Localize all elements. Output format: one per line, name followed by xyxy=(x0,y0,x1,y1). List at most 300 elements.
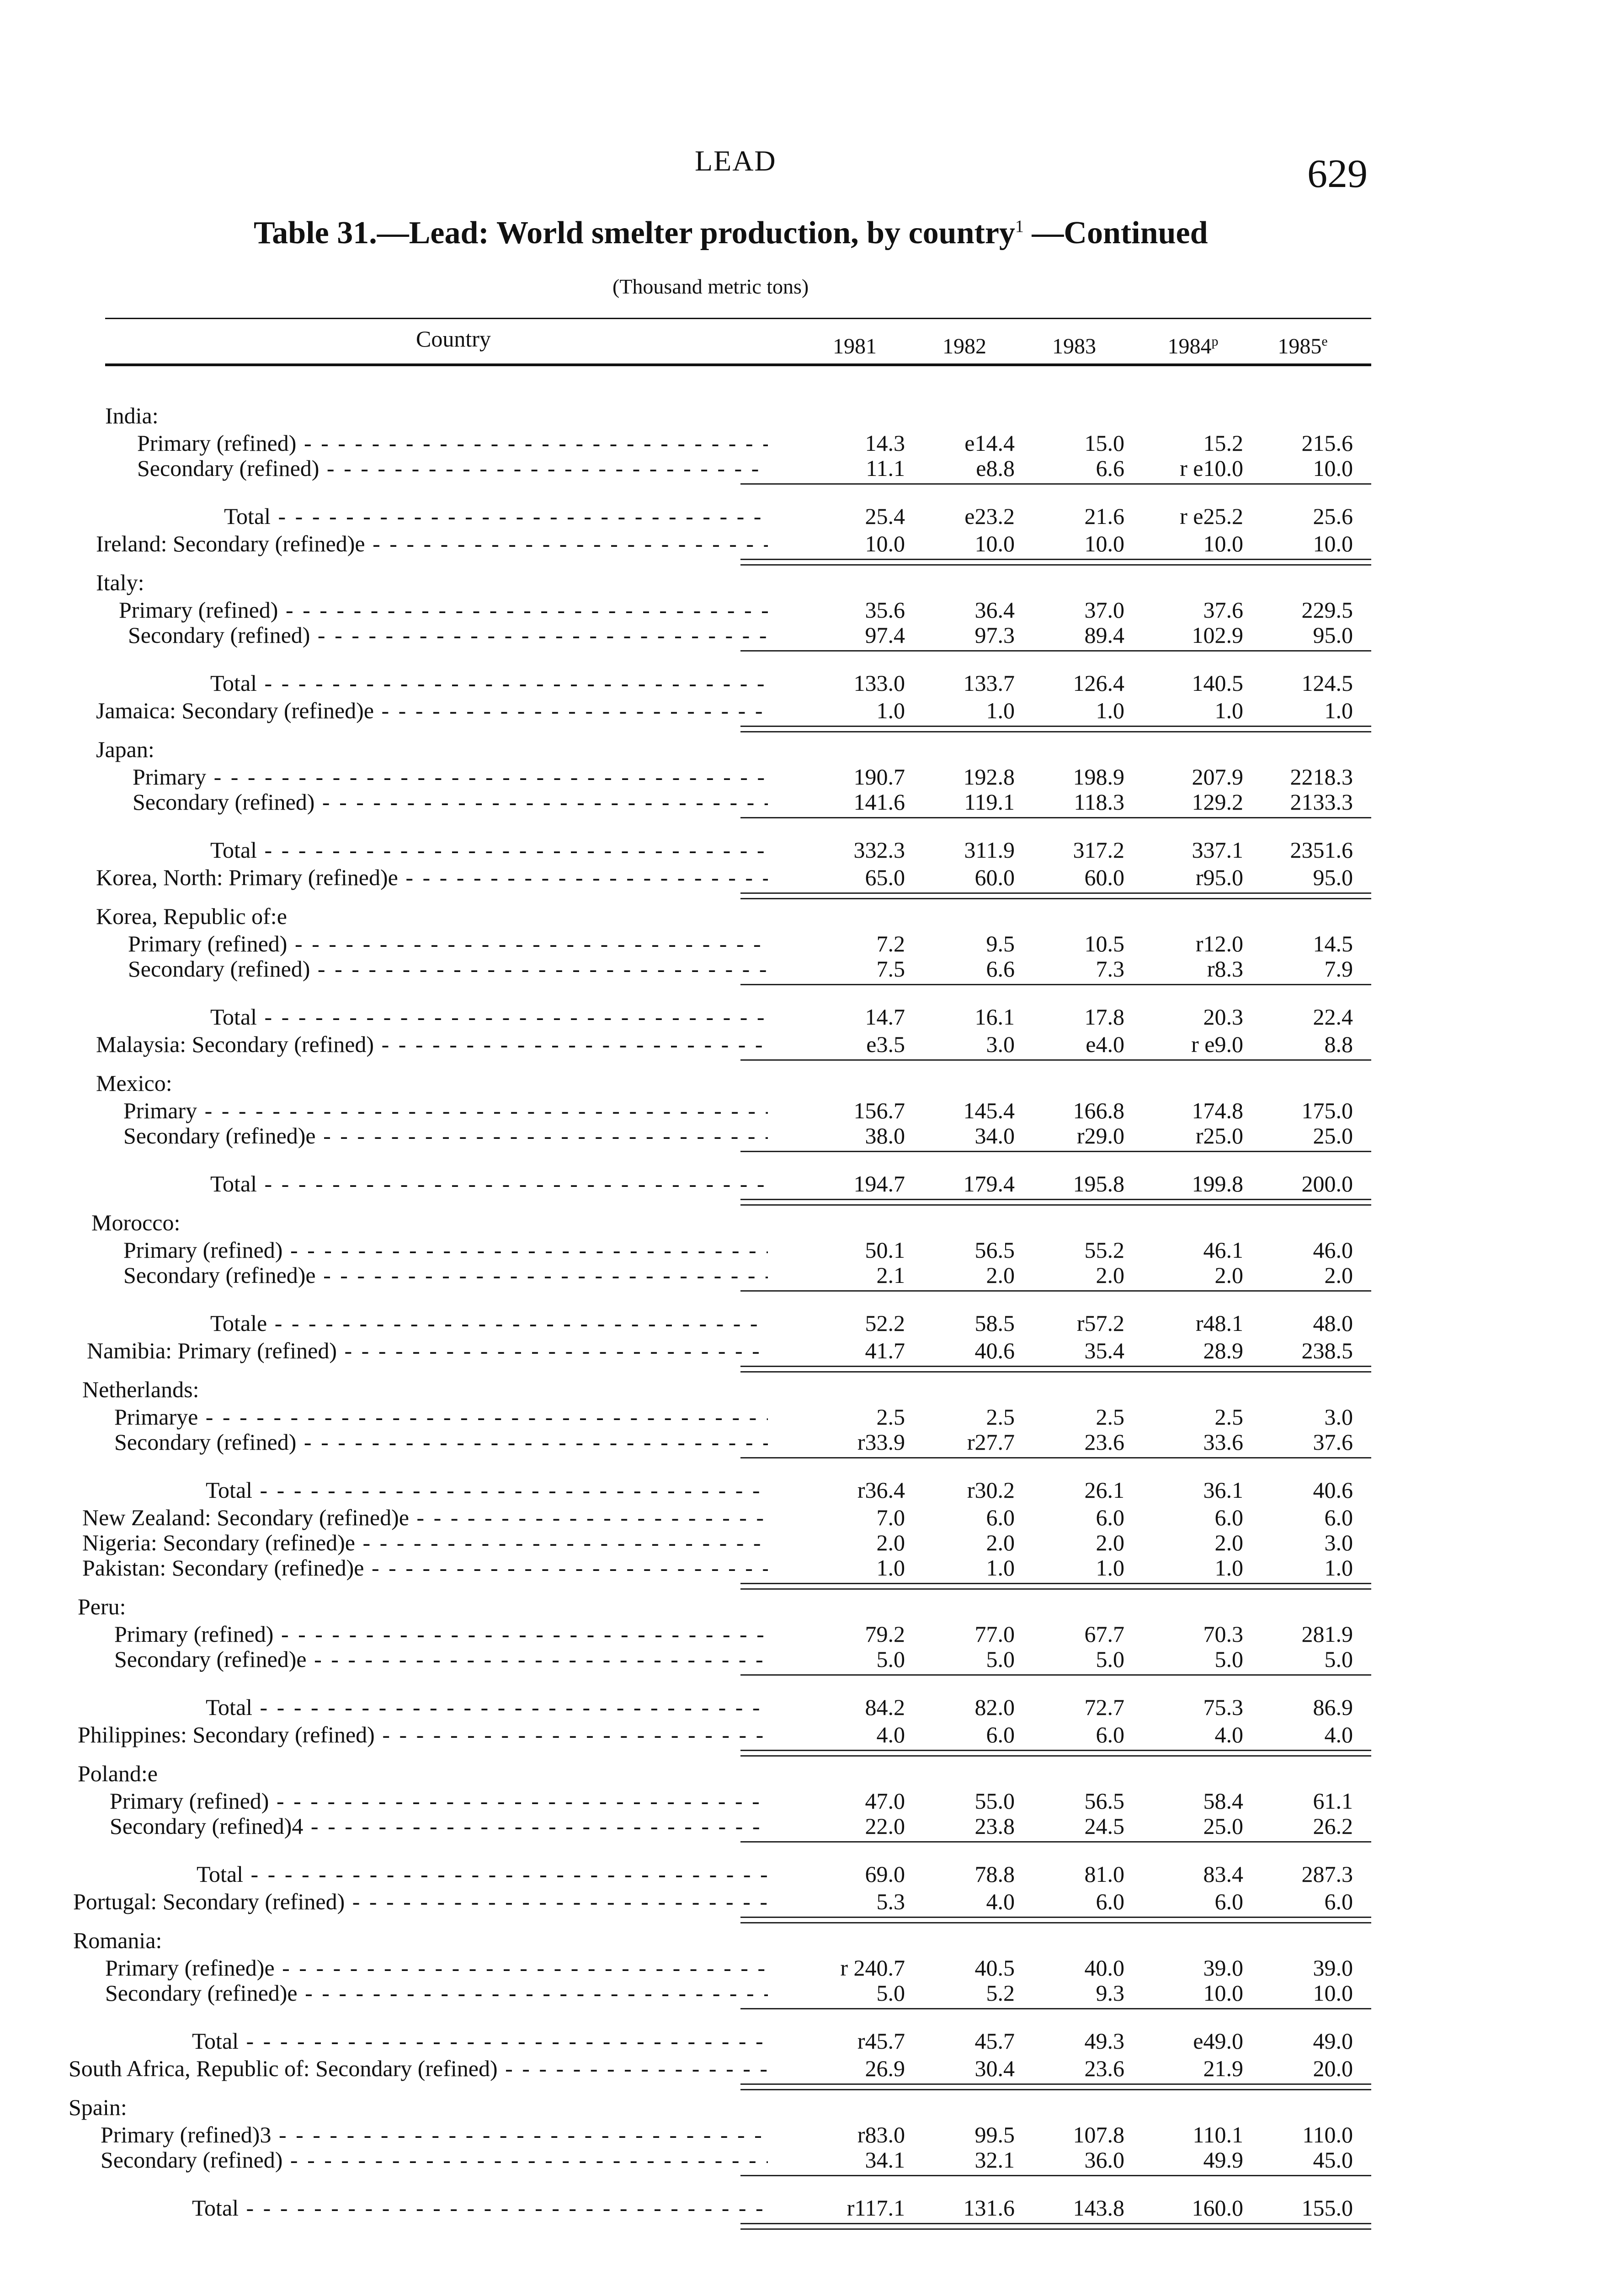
row-label: Total - - - xyxy=(224,503,768,529)
column-header-year-text: 1981 xyxy=(833,334,877,358)
cell-value: 1.0 xyxy=(876,698,905,723)
row-label: Total - - - xyxy=(197,1861,768,1887)
cell-value: 56.5 xyxy=(974,1237,1015,1263)
cell-value: 6.0 xyxy=(986,1505,1015,1530)
cell-value: 2.0 xyxy=(1324,1262,1353,1288)
cell-value: 238.5 xyxy=(1301,1338,1353,1363)
cell-value: 65.0 xyxy=(865,865,905,890)
table-row xyxy=(0,503,1624,528)
cell-value: r33.9 xyxy=(857,1429,905,1455)
row-label: Secondary (refined) - - - xyxy=(133,789,768,815)
cell-value: 50.1 xyxy=(865,1237,905,1263)
cell-value: 36.4 xyxy=(974,597,1015,623)
cell-value: 287.3 xyxy=(1301,1861,1353,1887)
double-rule xyxy=(740,1204,1371,1206)
column-header-year-mark: e xyxy=(1321,334,1328,349)
cell-value: 79.2 xyxy=(865,1621,905,1647)
cell-value: 69.0 xyxy=(865,1861,905,1887)
table-row xyxy=(0,1429,1624,1453)
cell-value: 2133.3 xyxy=(1290,789,1353,815)
cell-value: 20.3 xyxy=(1203,1004,1243,1030)
double-rule xyxy=(740,564,1371,566)
cell-value: 5.0 xyxy=(876,1646,905,1672)
cell-value: 25.6 xyxy=(1313,503,1353,529)
cell-value: 190.7 xyxy=(853,764,905,790)
subtotal-rule xyxy=(740,1290,1371,1292)
row-label: Italy: xyxy=(96,570,144,595)
table-row xyxy=(0,736,1624,761)
cell-value: r e10.0 xyxy=(1180,455,1243,481)
cell-value: 5.3 xyxy=(876,1889,905,1914)
cell-value: 28.9 xyxy=(1203,1338,1243,1363)
double-rule xyxy=(740,1750,1371,1751)
cell-value: 174.8 xyxy=(1192,1098,1243,1123)
cell-value: 15.0 xyxy=(1084,430,1124,456)
table-row xyxy=(0,2195,1624,2219)
cell-value: 2.0 xyxy=(1214,1530,1243,1555)
table-row xyxy=(0,569,1624,594)
column-header-year-text: 1982 xyxy=(942,334,986,358)
cell-value: 46.0 xyxy=(1313,1237,1353,1263)
column-header-year xyxy=(1024,334,1124,359)
row-label: Total - - - xyxy=(192,2028,768,2054)
cell-value: 10.0 xyxy=(974,531,1015,556)
row-label: Secondary (refined) - - - xyxy=(101,2147,768,2173)
table-row xyxy=(0,1646,1624,1671)
cell-value: 58.5 xyxy=(974,1310,1015,1336)
row-label: Japan: xyxy=(96,737,154,762)
subtotal-rule xyxy=(740,1841,1371,1843)
cell-value: 1.0 xyxy=(1324,698,1353,723)
cell-value: 95.0 xyxy=(1313,622,1353,648)
cell-value: 67.7 xyxy=(1084,1621,1124,1647)
row-label: Pakistan: Secondary (refined)e - - - xyxy=(82,1554,768,1581)
row-label: Total - - - xyxy=(192,2195,768,2221)
cell-value: 83.4 xyxy=(1203,1861,1243,1887)
cell-value: 35.6 xyxy=(865,597,905,623)
cell-value: 70.3 xyxy=(1203,1621,1243,1647)
table-row xyxy=(0,697,1624,722)
cell-value: 20.0 xyxy=(1313,2056,1353,2081)
cell-value: 25.0 xyxy=(1313,1123,1353,1148)
table-row xyxy=(0,1404,1624,1428)
cell-value: 30.4 xyxy=(974,2056,1015,2081)
table-row xyxy=(0,2147,1624,2171)
cell-value: 72.7 xyxy=(1084,1694,1124,1720)
row-label: Primarye - - - xyxy=(114,1404,768,1430)
table-row xyxy=(0,1097,1624,1122)
cell-value: 194.7 xyxy=(853,1171,905,1196)
cell-value: 34.0 xyxy=(974,1123,1015,1148)
cell-value: 200.0 xyxy=(1301,1171,1353,1196)
table-row xyxy=(0,789,1624,813)
row-label: Jamaica: Secondary (refined)e - - - xyxy=(96,697,768,724)
cell-value: 7.5 xyxy=(876,956,905,982)
row-label: Total - - - xyxy=(206,1694,768,1720)
cell-value: 36.0 xyxy=(1084,2147,1124,2173)
cell-value: 10.0 xyxy=(865,531,905,556)
cell-value: 11.1 xyxy=(866,455,905,481)
row-label: Secondary (refined) - - - xyxy=(128,622,768,648)
cell-value: 55.0 xyxy=(974,1788,1015,1814)
table-row xyxy=(0,1529,1624,1554)
row-label: Netherlands: xyxy=(82,1377,199,1402)
table-row xyxy=(0,956,1624,980)
table-row xyxy=(0,670,1624,694)
table-title-suffix: —Continued xyxy=(1023,215,1208,251)
cell-value: 1.0 xyxy=(986,1555,1015,1581)
cell-value: 332.3 xyxy=(853,837,905,863)
table-row xyxy=(0,402,1624,427)
table-row xyxy=(0,1721,1624,1746)
cell-value: 46.1 xyxy=(1203,1237,1243,1263)
cell-value: 37.6 xyxy=(1203,597,1243,623)
row-label: Namibia: Primary (refined) - - - xyxy=(87,1337,768,1364)
cell-value: r27.7 xyxy=(967,1429,1015,1455)
cell-value: 4.0 xyxy=(876,1722,905,1747)
cell-value: 6.6 xyxy=(1096,455,1124,481)
column-header-year xyxy=(1143,334,1243,359)
cell-value: 9.5 xyxy=(986,931,1015,956)
cell-value: r e25.2 xyxy=(1180,503,1243,529)
cell-value: 10.5 xyxy=(1084,931,1124,956)
double-rule xyxy=(740,898,1371,899)
table-row xyxy=(0,1621,1624,1645)
row-label: Ireland: Secondary (refined)e - - - xyxy=(96,530,768,557)
row-label: Korea, Republic of:e xyxy=(96,903,287,929)
double-rule xyxy=(740,1917,1371,1918)
row-label: Primary (refined) - - - xyxy=(119,597,768,623)
cell-value: 14.7 xyxy=(865,1004,905,1030)
row-label: Primary (refined) - - - xyxy=(137,430,768,456)
cell-value: 160.0 xyxy=(1192,2195,1243,2221)
table-row xyxy=(0,1760,1624,1785)
cell-value: 3.0 xyxy=(1324,1530,1353,1555)
table-title-footnote-mark: 1 xyxy=(1015,217,1024,236)
double-rule xyxy=(740,1755,1371,1757)
cell-value: 56.5 xyxy=(1084,1788,1124,1814)
table-row xyxy=(0,1554,1624,1579)
cell-value: 129.2 xyxy=(1192,789,1243,815)
table-row xyxy=(0,1070,1624,1095)
cell-value: 25.4 xyxy=(865,503,905,529)
cell-value: 110.0 xyxy=(1302,2122,1353,2147)
table-row xyxy=(0,930,1624,955)
row-label: Secondary (refined)e - - - xyxy=(105,1980,768,2006)
cell-value: 49.3 xyxy=(1084,2028,1124,2054)
table-row xyxy=(0,1209,1624,1234)
cell-value: 7.2 xyxy=(876,931,905,956)
column-header-year xyxy=(914,334,1015,359)
cell-value: 61.1 xyxy=(1313,1788,1353,1814)
cell-value: 36.1 xyxy=(1203,1477,1243,1503)
row-label: Peru: xyxy=(78,1594,126,1619)
cell-value: 40.0 xyxy=(1084,1955,1124,1981)
cell-value: 40.5 xyxy=(974,1955,1015,1981)
cell-value: 192.8 xyxy=(963,764,1015,790)
table-row xyxy=(0,1262,1624,1287)
cell-value: 1.0 xyxy=(1214,1555,1243,1581)
cell-value: 317.2 xyxy=(1073,837,1124,863)
cell-value: 16.1 xyxy=(974,1004,1015,1030)
cell-value: 3.0 xyxy=(1324,1404,1353,1430)
cell-value: 37.6 xyxy=(1313,1429,1353,1455)
cell-value: 24.5 xyxy=(1084,1813,1124,1839)
table-row xyxy=(0,864,1624,889)
row-label: Primary (refined)3 - - - xyxy=(101,2121,768,2148)
cell-value: 7.0 xyxy=(876,1505,905,1530)
cell-value: 6.0 xyxy=(1096,1722,1124,1747)
double-rule xyxy=(740,1199,1371,1200)
column-header-year-text: 1985 xyxy=(1278,334,1322,358)
cell-value: 22.0 xyxy=(865,1813,905,1839)
cell-value: 198.9 xyxy=(1073,764,1124,790)
cell-value: 77.0 xyxy=(974,1621,1015,1647)
cell-value: r29.0 xyxy=(1076,1123,1124,1148)
cell-value: 179.4 xyxy=(963,1171,1015,1196)
row-label: Malaysia: Secondary (refined) - - - xyxy=(96,1031,768,1058)
cell-value: 26.9 xyxy=(865,2056,905,2081)
cell-value: 1.0 xyxy=(1096,1555,1124,1581)
table-row xyxy=(0,1593,1624,1618)
cell-value: 229.5 xyxy=(1301,597,1353,623)
cell-value: 155.0 xyxy=(1301,2195,1353,2221)
cell-value: 14.3 xyxy=(865,430,905,456)
cell-value: 33.6 xyxy=(1203,1429,1243,1455)
cell-value: 49.0 xyxy=(1313,2028,1353,2054)
double-rule xyxy=(740,1371,1371,1373)
cell-value: 25.0 xyxy=(1203,1813,1243,1839)
cell-value: r30.2 xyxy=(967,1477,1015,1503)
row-label: Total - - - xyxy=(210,670,768,696)
cell-value: 52.2 xyxy=(865,1310,905,1336)
cell-value: 60.0 xyxy=(974,865,1015,890)
table-row xyxy=(0,1337,1624,1362)
column-header-year-text: 1983 xyxy=(1052,334,1096,358)
subtotal-rule xyxy=(740,1674,1371,1676)
cell-value: r12.0 xyxy=(1195,931,1243,956)
row-label: Romania: xyxy=(73,1928,162,1953)
subtotal-rule xyxy=(740,1059,1371,1061)
row-label: Primary (refined) - - - xyxy=(110,1788,768,1814)
cell-value: 6.6 xyxy=(986,956,1015,982)
cell-value: 2.0 xyxy=(1096,1530,1124,1555)
row-label: Primary (refined) - - - xyxy=(128,930,768,957)
subtotal-rule xyxy=(740,2175,1371,2176)
cell-value: 2.0 xyxy=(986,1262,1015,1288)
table-row xyxy=(0,1237,1624,1261)
table-row xyxy=(0,597,1624,621)
column-header-year-mark: p xyxy=(1211,334,1219,349)
cell-value: 21.6 xyxy=(1084,503,1124,529)
cell-value: 2.5 xyxy=(1214,1404,1243,1430)
cell-value: 156.7 xyxy=(853,1098,905,1123)
cell-value: 45.7 xyxy=(974,2028,1015,2054)
table-title-text: Table 31.—Lead: World smelter production, by country xyxy=(254,215,1015,251)
cell-value: 1.0 xyxy=(1096,698,1124,723)
double-rule xyxy=(740,1583,1371,1584)
cell-value: 133.0 xyxy=(853,670,905,696)
table-row xyxy=(0,430,1624,454)
row-label: Morocco: xyxy=(91,1210,181,1235)
cell-value: 55.2 xyxy=(1084,1237,1124,1263)
cell-value: 215.6 xyxy=(1301,430,1353,456)
cell-value: 45.0 xyxy=(1313,2147,1353,2173)
cell-value: 89.4 xyxy=(1084,622,1124,648)
cell-value: 166.8 xyxy=(1073,1098,1124,1123)
double-rule xyxy=(740,1922,1371,1923)
table-row xyxy=(0,1694,1624,1719)
cell-value: 126.4 xyxy=(1073,670,1124,696)
cell-value: r36.4 xyxy=(857,1477,905,1503)
table-row xyxy=(0,1504,1624,1529)
table-row xyxy=(0,764,1624,788)
cell-value: 10.0 xyxy=(1313,1980,1353,2006)
cell-value: r117.1 xyxy=(847,2195,905,2221)
cell-value: 2.0 xyxy=(1214,1262,1243,1288)
cell-value: 23.8 xyxy=(974,1813,1015,1839)
cell-value: 133.7 xyxy=(963,670,1015,696)
cell-value: 38.0 xyxy=(865,1123,905,1148)
row-label: Korea, North: Primary (refined)e - - - xyxy=(96,864,768,891)
table-row xyxy=(0,2028,1624,2052)
row-label: Total - - - xyxy=(206,1477,768,1503)
cell-value: 118.3 xyxy=(1074,789,1124,815)
cell-value: 2.5 xyxy=(1096,1404,1124,1430)
cell-value: 2.5 xyxy=(876,1404,905,1430)
cell-value: 124.5 xyxy=(1301,670,1353,696)
row-label: India: xyxy=(105,403,159,428)
row-label: Total - - - xyxy=(210,1004,768,1030)
table-row xyxy=(0,1170,1624,1195)
cell-value: 2.0 xyxy=(876,1530,905,1555)
cell-value: 4.0 xyxy=(986,1889,1015,1914)
cell-value: 60.0 xyxy=(1084,865,1124,890)
column-header-year-text: 1984 xyxy=(1167,334,1212,358)
cell-value: 110.1 xyxy=(1193,2122,1243,2147)
cell-value: e23.2 xyxy=(964,503,1015,529)
table-row xyxy=(0,1980,1624,2004)
table-row xyxy=(0,2094,1624,2119)
row-label: Portugal: Secondary (refined) - - - xyxy=(73,1888,768,1915)
cell-value: 47.0 xyxy=(865,1788,905,1814)
row-label: Primary (refined) - - - xyxy=(114,1621,768,1647)
cell-value: 6.0 xyxy=(986,1722,1015,1747)
cell-value: 199.8 xyxy=(1192,1171,1243,1196)
cell-value: 22.4 xyxy=(1313,1004,1353,1030)
cell-value: 119.1 xyxy=(964,789,1015,815)
cell-value: 2351.6 xyxy=(1290,837,1353,863)
column-header-year xyxy=(1252,334,1353,359)
cell-value: 34.1 xyxy=(865,2147,905,2173)
cell-value: r48.1 xyxy=(1195,1310,1243,1336)
cell-value: 26.2 xyxy=(1313,1813,1353,1839)
cell-value: 7.9 xyxy=(1324,956,1353,982)
cell-value: 26.1 xyxy=(1084,1477,1124,1503)
row-label: Secondary (refined) - - - xyxy=(114,1429,768,1455)
cell-value: 49.9 xyxy=(1203,2147,1243,2173)
header-bottom-rule xyxy=(105,363,1371,366)
row-label: Mexico: xyxy=(96,1070,172,1096)
cell-value: 82.0 xyxy=(974,1694,1015,1720)
cell-value: 2.0 xyxy=(986,1530,1015,1555)
cell-value: 2218.3 xyxy=(1290,764,1353,790)
column-header-country: Country xyxy=(416,326,491,352)
subtotal-rule xyxy=(740,1151,1371,1152)
cell-value: r57.2 xyxy=(1076,1310,1124,1336)
cell-value: 21.9 xyxy=(1203,2056,1243,2081)
cell-value: 141.6 xyxy=(853,789,905,815)
double-rule xyxy=(740,1588,1371,1590)
cell-value: 5.0 xyxy=(1214,1646,1243,1672)
table-row xyxy=(0,622,1624,646)
table-row xyxy=(0,1376,1624,1401)
cell-value: e14.4 xyxy=(964,430,1015,456)
cell-value: 131.6 xyxy=(963,2195,1015,2221)
cell-value: 41.7 xyxy=(865,1338,905,1363)
double-rule xyxy=(740,1366,1371,1367)
cell-value: 78.8 xyxy=(974,1861,1015,1887)
cell-value: 97.3 xyxy=(974,622,1015,648)
row-label: Secondary (refined)4 - - - xyxy=(110,1813,768,1839)
cell-value: 17.8 xyxy=(1084,1004,1124,1030)
subtotal-rule xyxy=(740,2008,1371,2009)
cell-value: 195.8 xyxy=(1073,1171,1124,1196)
cell-value: 81.0 xyxy=(1084,1861,1124,1887)
cell-value: 10.0 xyxy=(1203,531,1243,556)
table-top-rule xyxy=(105,318,1371,319)
cell-value: 5.0 xyxy=(1096,1646,1124,1672)
cell-value: 23.6 xyxy=(1084,2056,1124,2081)
table-row xyxy=(0,1004,1624,1028)
row-label: Secondary (refined) - - - xyxy=(137,455,768,481)
table-row xyxy=(0,530,1624,555)
cell-value: 143.8 xyxy=(1073,2195,1124,2221)
cell-value: 6.0 xyxy=(1096,1505,1124,1530)
table-row xyxy=(0,1310,1624,1335)
table-title xyxy=(254,215,1208,251)
table-row xyxy=(0,1031,1624,1056)
table-row xyxy=(0,1861,1624,1885)
cell-value: 2.5 xyxy=(986,1404,1015,1430)
table-row xyxy=(0,2121,1624,2146)
cell-value: 6.0 xyxy=(1096,1889,1124,1914)
cell-value: 75.3 xyxy=(1203,1694,1243,1720)
table-row xyxy=(0,837,1624,861)
row-label: Spain: xyxy=(69,2094,127,2120)
cell-value: r8.3 xyxy=(1207,956,1243,982)
cell-value: 3.0 xyxy=(986,1031,1015,1057)
page-number: 629 xyxy=(1307,152,1368,196)
double-rule xyxy=(740,2228,1371,2230)
cell-value: 4.0 xyxy=(1214,1722,1243,1747)
table-row xyxy=(0,2055,1624,2080)
cell-value: 6.0 xyxy=(1324,1505,1353,1530)
cell-value: e49.0 xyxy=(1193,2028,1243,2054)
cell-value: 32.1 xyxy=(974,2147,1015,2173)
row-label: Total - - - xyxy=(210,1170,768,1197)
cell-value: 6.0 xyxy=(1214,1505,1243,1530)
cell-value: r25.0 xyxy=(1195,1123,1243,1148)
cell-value: 23.6 xyxy=(1084,1429,1124,1455)
cell-value: 7.3 xyxy=(1096,956,1124,982)
cell-value: 311.9 xyxy=(964,837,1015,863)
cell-value: r e9.0 xyxy=(1191,1031,1243,1057)
column-header-year xyxy=(804,334,905,359)
cell-value: 337.1 xyxy=(1192,837,1243,863)
subtotal-rule xyxy=(740,483,1371,485)
table-row xyxy=(0,1477,1624,1501)
